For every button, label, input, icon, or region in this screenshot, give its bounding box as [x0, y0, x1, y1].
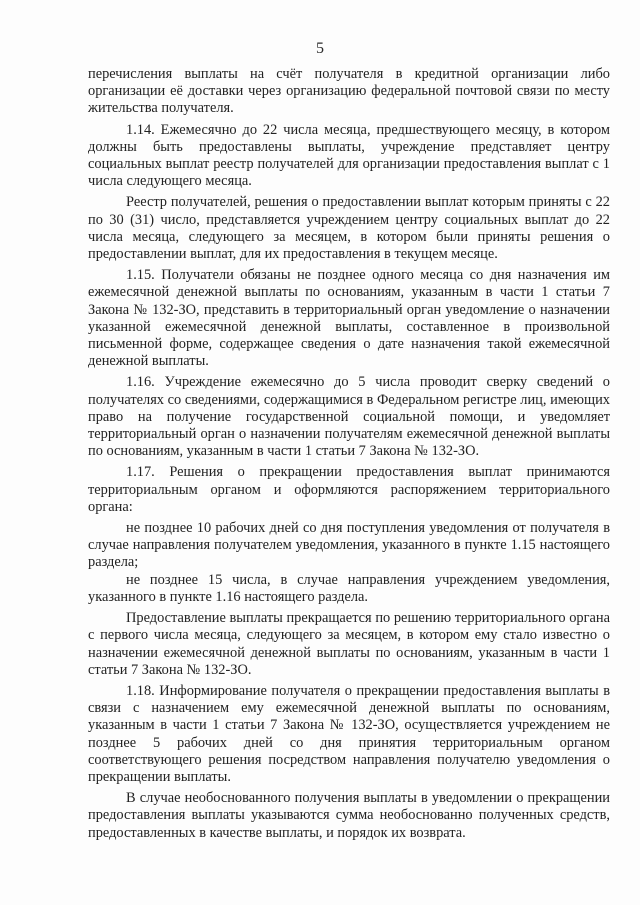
paragraph-continuation: перечисления выплаты на счёт получателя в кредитной организации либо организации её доставки через организацию федеральной почтовой связи по месту жительства получателя.: [88, 66, 610, 117]
paragraph-1-17-item-2: не позднее 15 числа, в случае направления учреждением уведомления, указанного в пункте 1.16 настоящего раздела.: [88, 571, 610, 605]
paragraph-1-17-item-1: не позднее 10 рабочих дней со дня поступления уведомления от получателя в случае направления получателем уведомления, указанного в пункте 1.15 настоящего раздела;: [88, 520, 610, 571]
page-number: 5: [316, 40, 324, 57]
paragraph-termination: Предоставление выплаты прекращается по решению территориального органа с первого числа месяца, следующего за месяцем, в котором ему стало известно о назначении ежемесячной денежной выплаты по основаниям, указанным в части 1 статьи 7 Закона № 132-ЗО.: [88, 610, 610, 678]
document-body: [88, 66, 610, 842]
paragraph-1-17: 1.17. Решения о прекращении предоставления выплат принимаются территориальным органом и оформляются распоряжением территориального органа:: [88, 464, 610, 515]
paragraph-refund: В случае необоснованного получения выплаты в уведомлении о прекращении предоставления выплаты указываются сумма необоснованно полученных средств, предоставленных в качестве выплаты, и порядок их возврата.: [88, 790, 610, 841]
paragraph-1-18: 1.18. Информирование получателя о прекращении предоставления выплаты в связи с назначением ему ежемесячной денежной выплаты по основаниям, указанным в части 1 статьи 7 Закона № 132-ЗО, осуществляется учреждением не позднее 5 рабочих дней со дня принятия территориальным органом соответствующего решения посредством направления получателю уведомления о прекращении выплаты.: [88, 682, 610, 785]
paragraph-1-16: 1.16. Учреждение ежемесячно до 5 числа проводит сверку сведений о получателях со сведениями, содержащимися в Федеральном регистре лиц, имеющих право на получение государственной социальной помощи, и уведомляет территориальный орган о назначении получателям ежемесячной денежной выплаты по основаниям, указанным в части 1 статьи 7 Закона № 132-ЗО.: [88, 374, 610, 460]
paragraph-1-15: 1.15. Получатели обязаны не позднее одного месяца со дня назначения им ежемесячной денежной выплаты по основаниям, указанным в части 1 статьи 7 Закона № 132-ЗО, представить в территориальный орган уведомление о назначении указанной ежемесячной денежной выплаты, составленное в произвольной письменной форме, содержащее сведения о дате назначения такой ежемесячной денежной выплаты.: [88, 267, 610, 370]
paragraph-registry: Реестр получателей, решения о предоставлении выплат которым приняты с 22 по 30 (31) число, представляется учреждением центру социальных выплат до 22 числа месяца, следующего за месяцем, в котором были приняты решения о предоставлении выплат, для их предоставления в текущем месяце.: [88, 194, 610, 263]
paragraph-1-14: 1.14. Ежемесячно до 22 числа месяца, предшествующего месяцу, в котором должны быть предоставлены выплаты, учреждение представляет центру социальных выплат реестр получателей для организации предоставления выплат с 1 числа следующего месяца.: [88, 121, 610, 190]
